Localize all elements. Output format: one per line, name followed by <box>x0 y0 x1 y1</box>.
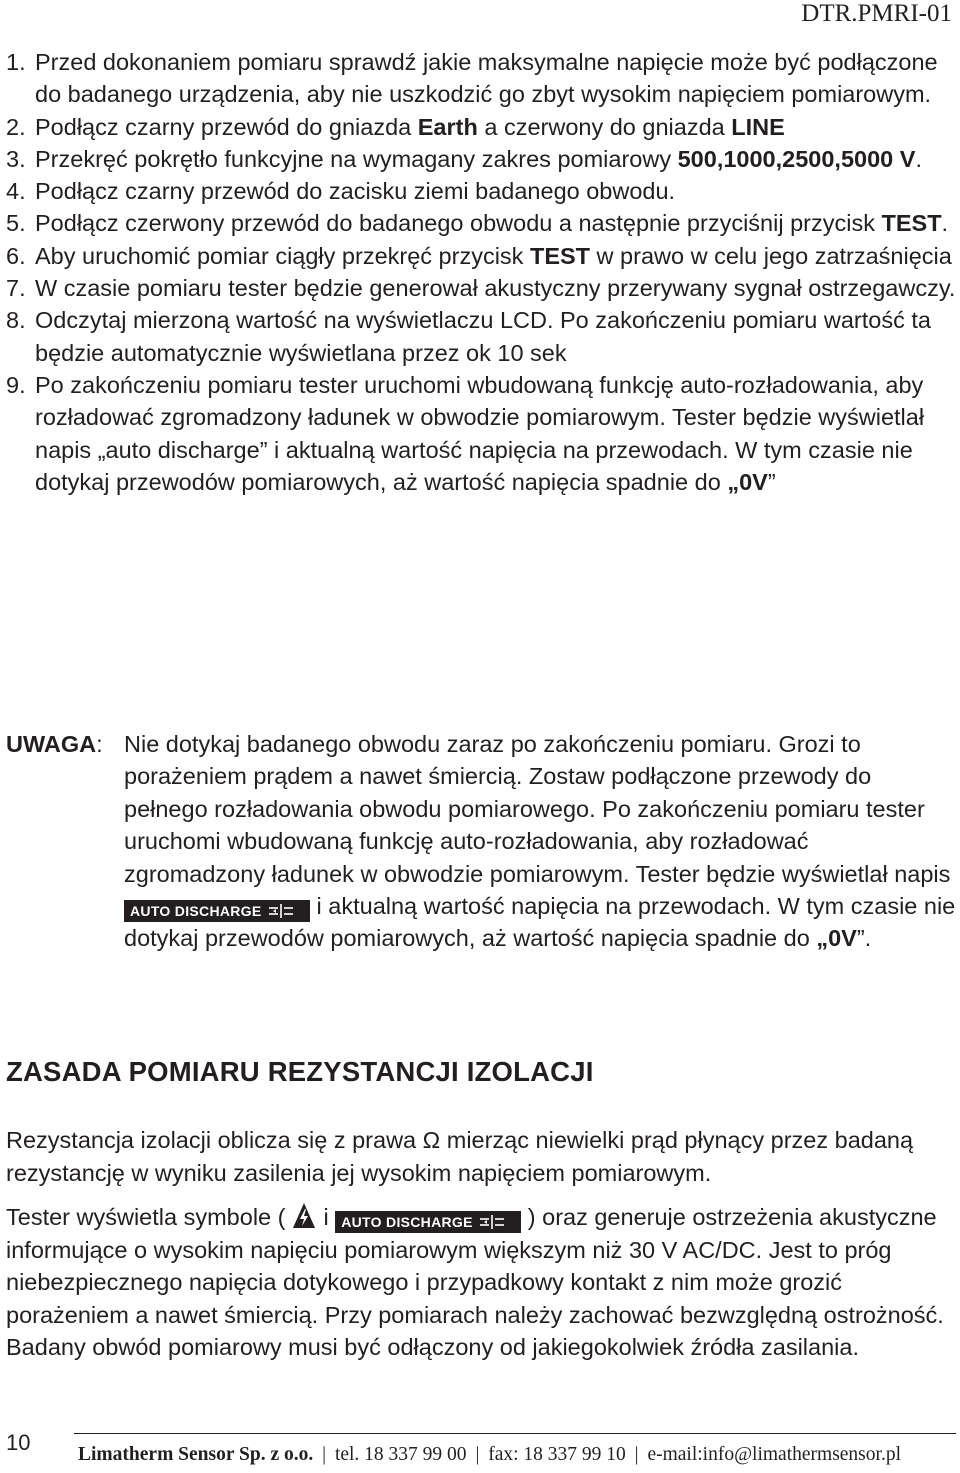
footer-divider <box>74 1433 956 1434</box>
step-6: 6. Aby uruchomić pomiar ciągły przekręć przycisk TEST w prawo w celu jego zatrzaśnięcia <box>6 242 952 269</box>
section-paragraph-2: Tester wyświetla symbole ( i AUTO DISCHARGE ) oraz generuje ostrzeżenia akustyczne informujące o wysokim napięciu pomiarowym większym niż 30 V AC/DC. Jest to próg niebezpiecznego napięcia dotykowego i przypadkowy kontakt z nim może grozić porażeniem a nawet śmiercią. Przy pomiarach należy zachować bezwzględną ostrożność. Badany obwód pomiarowy musi być odłączony od jakiegokolwiek źródła zasilania. <box>6 1204 944 1360</box>
step-1: 1. Przed dokonaniem pomiaru sprawdź jakie maksymalne napięcie może być podłączone do badanego urządzenia, aby nie uszkodzić go zbyt wysokim napięciem pomiarowym. <box>6 49 938 108</box>
section-paragraph-1: Rezystancja izolacji oblicza się z prawa Ω mierząc niewielki prąd płynący przez badaną rezystancję w wyniku zasilenia jej wysokim napięciem pomiarowym. <box>6 1127 914 1186</box>
footer: Limatherm Sensor Sp. z o.o. | tel. 18 337 99 00 | fax: 18 337 99 10 | e-mail:info@limathermsensor.pl <box>78 1444 901 1465</box>
auto-discharge-badge: AUTO DISCHARGE <box>124 900 310 922</box>
auto-discharge-badge-inline: AUTO DISCHARGE <box>335 1211 521 1233</box>
section-title: ZASADA POMIARU REZYSTANCJI IZOLACJI <box>6 1056 594 1087</box>
step-9: 9. Po zakończeniu pomiaru tester uruchomi wbudowaną funkcję auto-rozładowania, aby rozładować zgromadzony ładunek w obwodzie pomiarowym. Tester będzie wyświetlał napis „auto discharge” i aktualną wartość napięcia na przewodach. W tym czasie nie dotykaj przewodów pomiarowych, aż wartość napięcia spadnie do „0V” <box>6 371 925 495</box>
instruction-steps <box>6 46 956 498</box>
footer-fax: fax: 18 337 99 10 <box>488 1444 626 1465</box>
footer-email: e-mail:info@limathermsensor.pl <box>647 1444 901 1465</box>
high-voltage-warning-icon <box>291 1202 317 1230</box>
footer-company: Limatherm Sensor Sp. z o.o. <box>78 1444 314 1465</box>
warning-text: Nie dotykaj badanego obwodu zaraz po zakończeniu pomiaru. Grozi to porażeniem prądem a nawet śmiercią. Zostaw podłączone przewody do pełnego rozładowania obwodu pomiarowego. Po zakończeniu pomiaru tester uruchomi wbudowaną funkcję auto-rozładowania, aby rozładować zgromadzony ładunek w obwodzie pomiarowym. Tester będzie wyświetlał napis AUTO DISCHARGE i aktualną wartość napięcia na przewodach. W tym czasie nie dotykaj przewodów pomiarowych, aż wartość napięcia spadnie do „0V”. <box>124 731 956 952</box>
document-code: DTR.PMRI-01 <box>801 0 952 27</box>
page-number: 10 <box>6 1430 31 1455</box>
step-5: 5. Podłącz czerwony przewód do badanego obwodu a następnie przyciśnij przycisk TEST. <box>6 210 949 237</box>
step-4: 4. Podłącz czarny przewód do zacisku ziemi badanego obwodu. <box>6 178 676 205</box>
warning-label: UWAGA <box>6 731 97 757</box>
footer-tel: tel. 18 337 99 00 <box>334 1444 467 1465</box>
warning-note: UWAGA: Nie dotykaj badanego obwodu zaraz po zakończeniu pomiaru. Grozi to porażeniem prądem a nawet śmiercią. Zostaw podłączone przewody do pełnego rozładowania obwodu pomiarowego. Po zakończeniu pomiaru tester uruchomi wbudowaną funkcję auto-rozładowania, aby rozładować zgromadzony ładunek w obwodzie pomiarowym. Tester będzie wyświetlał napis AUTO DISCHARGE i aktualną wartość napięcia na przewodach. W tym czasie nie dotykaj przewodów pomiarowych, aż wartość napięcia spadnie do „0V”. <box>6 728 956 955</box>
discharge-symbol-icon <box>478 1214 506 1230</box>
step-8: 8. Odczytaj mierzoną wartość na wyświetlaczu LCD. Po zakończeniu pomiaru wartość ta będzie automatycznie wyświetlana przez ok 10 sek <box>6 307 931 366</box>
discharge-symbol-icon <box>267 903 295 919</box>
step-2: 2. Podłącz czarny przewód do gniazda Earth a czerwony do gniazda LINE <box>6 113 785 140</box>
step-3: 3. Przekręć pokrętło funkcyjne na wymagany zakres pomiarowy 500,1000,2500,5000 V. <box>6 145 922 172</box>
section-body <box>6 1124 956 1364</box>
step-7: 7. W czasie pomiaru tester będzie generował akustyczny przerywany sygnał ostrzegawczy. <box>6 275 956 302</box>
